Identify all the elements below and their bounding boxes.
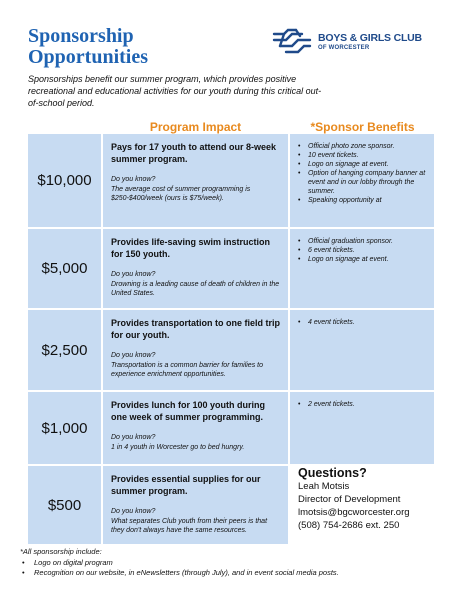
impact-headline: Provides transportation to one field trip for our youth.	[111, 318, 281, 340]
impact-question: Do you know?	[111, 271, 156, 278]
benefit-list	[296, 237, 430, 264]
tier-amount: $1,000	[28, 392, 101, 464]
contact-phone: (508) 754-2686 ext. 250	[298, 520, 400, 531]
impact-headline: Provides essential supplies for our summer program.	[111, 474, 261, 496]
logo-subtitle: OF WORCESTER	[318, 45, 370, 51]
impact-question: Do you know?	[111, 434, 156, 441]
tier-row-10000	[28, 134, 434, 227]
benefit-item: • Official graduation sponsor.	[296, 237, 430, 246]
benefit-item: • 6 event tickets.	[296, 246, 430, 255]
benefit-list	[296, 318, 430, 327]
hands-logo-icon	[270, 26, 314, 58]
impact-headline: Provides lunch for 100 youth during one week of summer programming.	[111, 400, 266, 422]
benefit-item: • Speaking opportunity at	[296, 196, 430, 205]
tier-amount: $2,500	[28, 310, 101, 390]
footer-title: *All sponsorship include:	[20, 547, 102, 556]
tier-impact	[103, 392, 288, 464]
footer-item: • Logo on digital program	[20, 558, 440, 569]
tier-row-1000	[28, 392, 434, 464]
tier-impact	[103, 134, 288, 227]
footer-note	[20, 547, 440, 579]
tier-impact	[103, 310, 288, 390]
impact-question: Do you know?	[111, 352, 156, 359]
tier-benefits	[290, 134, 434, 227]
contact-role: Director of Development	[298, 494, 401, 505]
footer-list	[20, 558, 440, 579]
benefit-item: • Official photo zone sponsor.	[296, 142, 430, 151]
contact-email[interactable]: lmotsis@bgcworcester.org	[298, 507, 410, 518]
logo-name: BOYS & GIRLS CLUB	[318, 32, 422, 44]
benefit-item: • Logo on signage at event.	[296, 160, 430, 169]
benefit-list	[296, 142, 430, 205]
impact-question: Do you know?	[111, 176, 156, 183]
benefit-item: • Option of hanging company banner at event and in our lobby through the summer.	[296, 169, 430, 196]
benefit-item: • 10 event tickets.	[296, 151, 430, 160]
tier-row-5000	[28, 229, 434, 308]
benefit-item: • 4 event tickets.	[296, 318, 430, 327]
impact-detail: 1 in 4 youth in Worcester go to bed hungry.	[111, 443, 245, 451]
impact-detail: Drowning is a leading cause of death of children in the United States.	[111, 280, 280, 297]
intro-text: Sponsorships benefit our summer program, which provides positive recreational and educational activities for our youth during this critical out-of-school period.	[28, 74, 322, 108]
questions-contact	[298, 466, 438, 532]
tier-benefits	[290, 310, 434, 390]
impact-headline: Provides life-saving swim instruction for 150 youth.	[111, 237, 271, 259]
contact-name: Leah Motsis	[298, 481, 350, 492]
tier-row-2500	[28, 310, 434, 390]
column-header-benefits: *Sponsor Benefits	[310, 120, 415, 134]
impact-detail: The average cost of summer programming is $250-$400/week (ours is $75/week).	[111, 185, 251, 202]
tier-impact	[103, 466, 288, 544]
benefit-item: • Logo on signage at event.	[296, 255, 430, 264]
footer-item: • Recognition on our website, in eNewsletters (through July), and in event social media posts.	[20, 568, 440, 579]
column-header-impact: Program Impact	[149, 120, 242, 134]
benefit-list	[296, 400, 430, 409]
impact-question: Do you know?	[111, 508, 156, 515]
impact-headline: Pays for 17 youth to attend our 8-week summer program.	[111, 142, 277, 164]
impact-detail: What separates Club youth from their peers is that they don't always have the same resources.	[111, 517, 268, 534]
tier-benefits	[290, 229, 434, 308]
benefit-item: • 2 event tickets.	[296, 400, 430, 409]
tier-amount: $500	[28, 466, 101, 544]
tier-amount: $10,000	[28, 134, 101, 227]
bgc-logo	[270, 26, 440, 58]
tier-benefits	[290, 392, 434, 464]
page-title	[28, 26, 278, 68]
title-line-2: Opportunities	[28, 46, 149, 68]
impact-detail: Transportation is a common barrier for families to experience enrichment opportunities.	[111, 361, 263, 378]
title-line-1: Sponsorship	[28, 25, 134, 47]
tier-impact	[103, 229, 288, 308]
tier-amount: $5,000	[28, 229, 101, 308]
questions-title: Questions?	[298, 466, 367, 480]
